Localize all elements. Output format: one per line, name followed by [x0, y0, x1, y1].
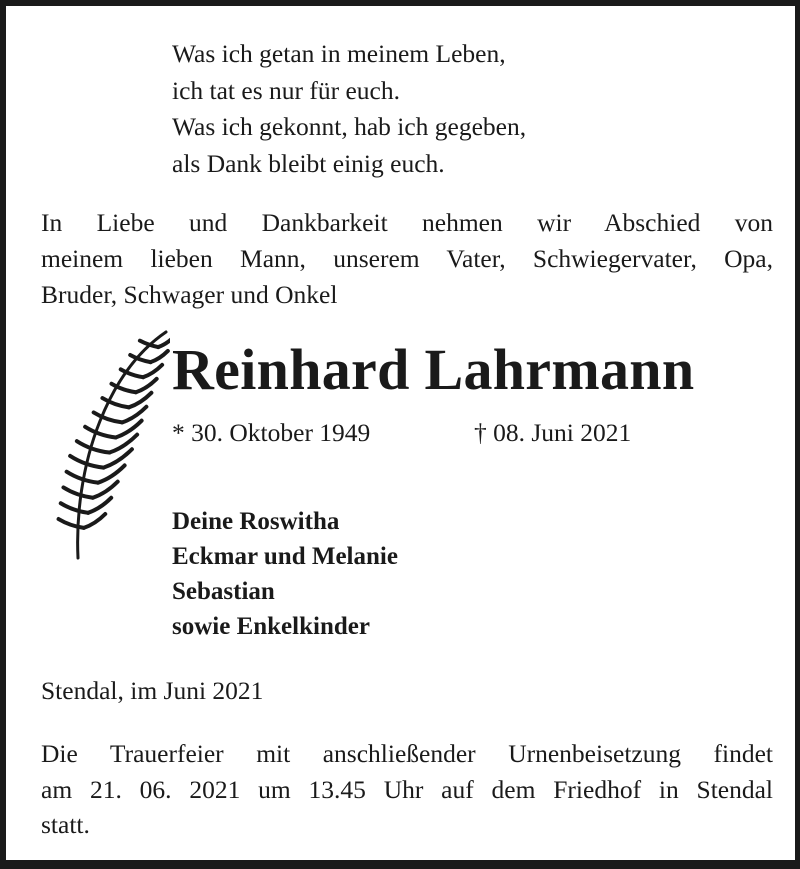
- poem: [172, 36, 526, 182]
- poem-line: ich tat es nur für euch.: [172, 75, 400, 105]
- intro-line: In Liebe und Dankbarkeit nehmen wir Abschied von: [41, 208, 773, 237]
- funeral-service-text: [41, 736, 773, 843]
- palm-frond-icon: [42, 326, 170, 561]
- mourner-line: Eckmar und Melanie: [172, 543, 398, 570]
- intro-text: [41, 205, 773, 313]
- service-line: am 21. 06. 2021 um 13.45 Uhr auf dem Friedhof in Stendal: [41, 774, 773, 804]
- death-date: † 08. Juni 2021: [474, 418, 632, 447]
- poem-line: Was ich getan in meinem Leben,: [172, 39, 506, 68]
- intro-line: Bruder, Schwager und Onkel: [41, 280, 338, 309]
- place-and-date: Stendal, im Juni 2021: [41, 676, 264, 705]
- service-line: Die Trauerfeier mit anschließender Urnenbeisetzung findet: [41, 739, 773, 768]
- birth-date: * 30. Oktober 1949: [172, 418, 371, 447]
- service-line: statt.: [41, 810, 90, 839]
- mourners-list: [172, 504, 398, 644]
- life-dates: [172, 415, 631, 451]
- poem-line: als Dank bleibt einig euch.: [172, 148, 445, 178]
- mourner-line: sowie Enkelkinder: [172, 613, 370, 640]
- mourner-line: Sebastian: [172, 578, 275, 605]
- deceased-name: Reinhard Lahrmann: [172, 337, 695, 402]
- mourner-line: Deine Roswitha: [172, 508, 340, 535]
- poem-line: Was ich gekonnt, hab ich gegeben,: [172, 112, 527, 141]
- intro-line: meinem lieben Mann, unserem Vater, Schwiegervater, Opa,: [41, 244, 773, 273]
